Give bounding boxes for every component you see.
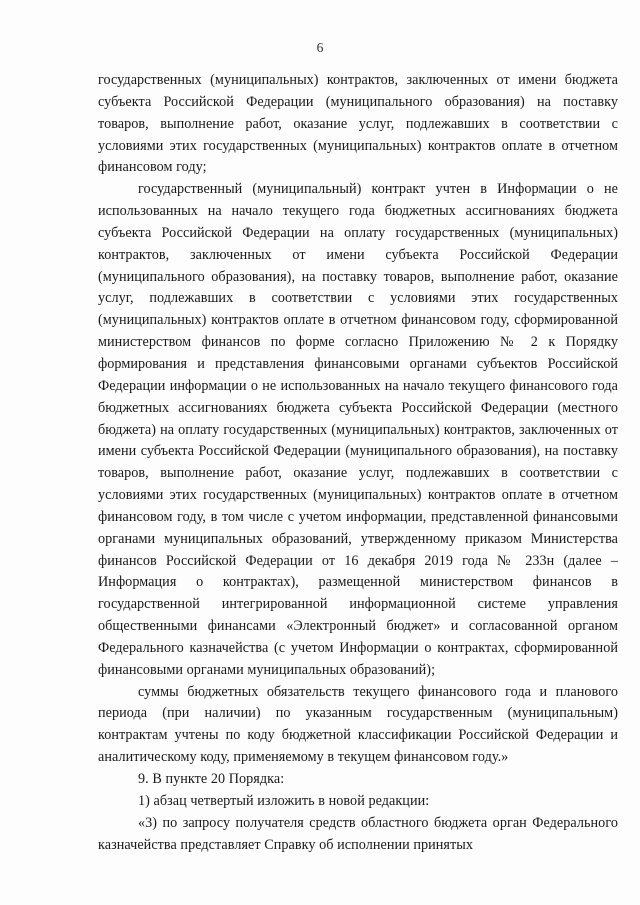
paragraph-budget-obligations: суммы бюджетных обязательств текущего финансового года и планового периода (при наличии) по указанным государственным (муниципальным) контрактам учтены по коду бюджетной классификации Российской Федерации и аналитическому коду, применяемому в текущем финансовом году.» [98,683,618,766]
document-body [98,70,618,856]
paragraph-contracts-continuation: государственных (муниципальных) контрактов, заключенных от имени бюджета субъекта Российской Федерации (муниципального образования) на поставку товаров, выполнение работ, оказание услуг, подлежавших в соответствии с условиями этих государственных (муниципальных) контрактов оплате в отчетном финансовом году; [98,72,618,176]
paragraph-contract-accounted: государственный (муниципальный) контракт учтен в Информации о не использованных на начало текущего года бюджетных ассигнованиях бюджета субъекта Российской Федерации на оплату государственных (муниципальных) контрактов, заключенных от имени субъекта Российской Федерации (муниципального образования), на поставку товаров, выполнение работ, оказание услуг, подлежавших в соответствии с условиями этих государственных (муниципальных) контрактов оплате в отчетном финансовом году, сформированной министерством финансов по форме согласно Приложению № 2 к Порядку формирования и представления финансовыми органами субъектов Российской Федерации информации о не использованных на начало текущего финансового года бюджетных ассигнованиях бюджета субъекта Российской Федерации (местного бюджета) на оплату государственных (муниципальных) контрактов, заключенных от имени субъекта Российской Федерации (муниципального образования), на поставку товаров, выполнение работ, оказание услуг, подлежавших в соответствии с условиями этих государственных (муниципальных) контрактов оплате в отчетном финансовом году, в том числе с учетом информации, представленной финансовыми органами муниципальных образований, утвержденному приказом Министерства финансов Российской Федерации от 16 декабря 2019 года № 233н (далее – Информация о контрактах), размещенной министерством финансов в государственной интегрированной информационной системе управления общественными финансами «Электронный бюджет» и согласованной органом Федерального казначейства (с учетом Информации о контрактах, сформированной финансовыми органами муниципальных образований); [98,181,618,678]
paragraph-fourth-abzac: 1) абзац четвертый изложить в новой редакции: [138,792,430,809]
page-number: 6 [316,40,324,55]
paragraph-request-clause: «3) по запросу получателя средств областного бюджета орган Федерального казначейства представляет Справку об исполнении принятых [98,814,618,853]
paragraph-point-20: 9. В пункте 20 Порядка: [138,771,285,787]
